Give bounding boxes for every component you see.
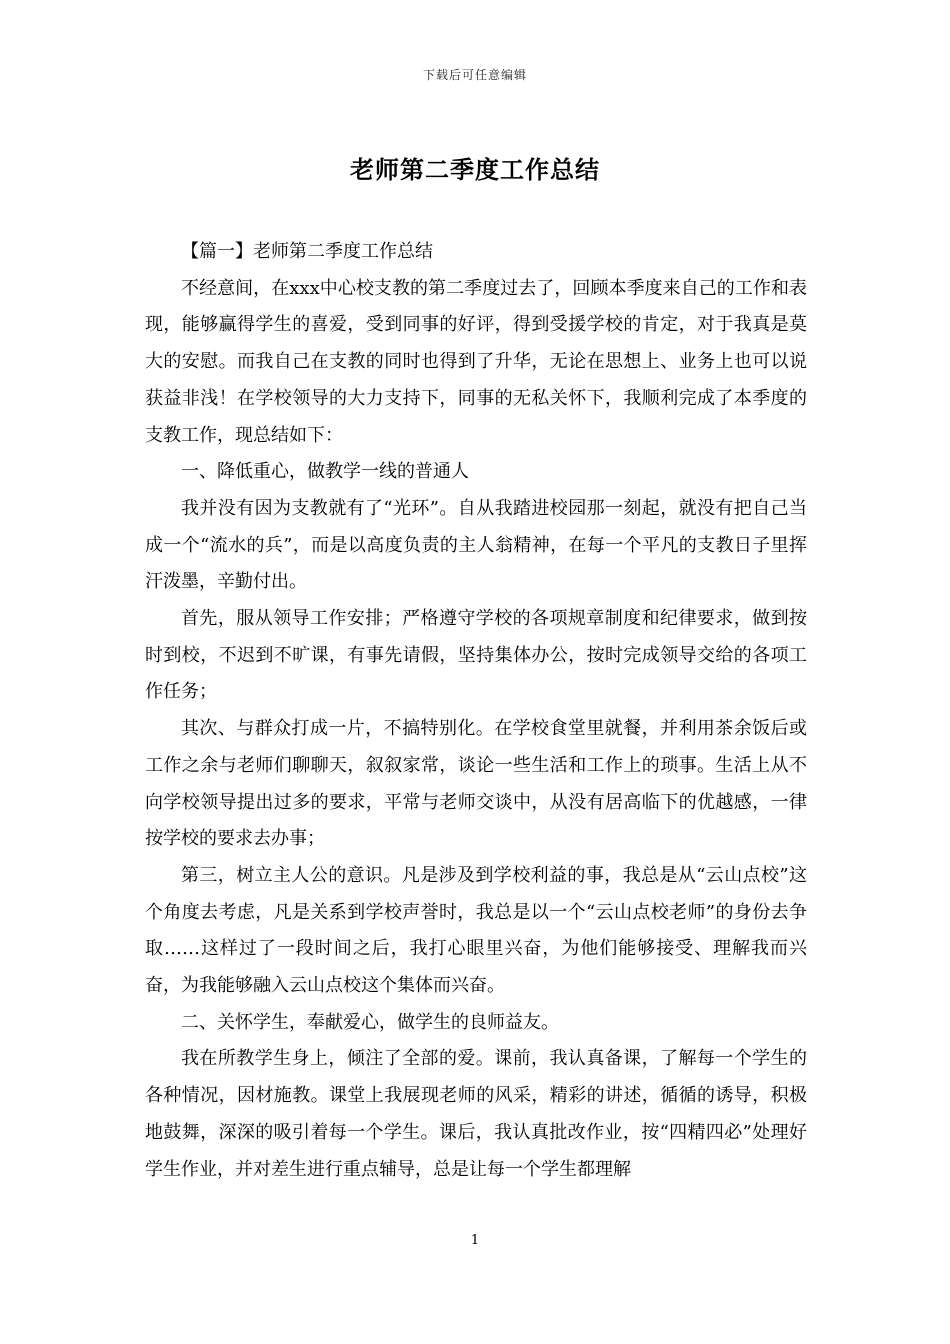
body-paragraph-intro: 不经意间，在xxx中心校支教的第二季度过去了，回顾本季度来自己的工作和表现，能够赢得学生的喜爱，受到同事的好评，得到受援学校的肯定，对于我真是莫大的安慰。而我自己在支教的同时也得到了升华，无论在思想上、业务上也可以说获益非浅！在学校领导的大力支持下，同事的无私关怀下，我顺利完成了本季度的支教工作，现总结如下：: [145, 277, 807, 446]
section-heading-part-one: 【篇一】老师第二季度工作总结: [181, 241, 433, 262]
section-heading-two: 二、关怀学生，奉献爱心，做学生的良师益友。: [181, 1011, 559, 1033]
body-paragraph: 我并没有因为支教就有了“光环”。自从我踏进校园那一刻起，就没有把自己当成一个“流水的兵”，而是以高度负责的主人翁精神，在每一个平凡的支教日子里挥汗泼墨，辛勤付出。: [145, 497, 807, 593]
body-paragraph: 其次、与群众打成一片，不搞特别化。在学校食堂里就餐，并利用茶余饭后或工作之余与老师们聊聊天，叙叙家常，谈论一些生活和工作上的琐事。生活上从不向学校领导提出过多的要求，平常与老师交谈中，从没有居高临下的优越感，一律按学校的要求去办事；: [145, 718, 807, 850]
section-heading-one: 一、降低重心，做教学一线的普通人: [181, 461, 469, 483]
body-paragraph: 我在所教学生身上，倾注了全部的爱。课前，我认真备课，了解每一个学生的各种情况，因材施教。课堂上我展现老师的风采，精彩的讲述，循循的诱导，积极地鼓舞，深深的吸引着每一个学生。课后，我认真批改作业，按“四精四必”处理好学生作业，并对差生进行重点辅导，总是让每一个学生都理解: [145, 1048, 807, 1180]
body-paragraph: 首先，服从领导工作安排；严格遵守学校的各项规章制度和纪律要求，做到按时到校，不迟到不旷课，有事先请假，坚持集体办公，按时完成领导交给的各项工作任务；: [145, 608, 807, 703]
document-title: 老师第二季度工作总结: [350, 155, 600, 184]
page-number: 1: [470, 1233, 480, 1248]
page-header-note: 下载后可任意编辑: [422, 68, 527, 82]
document-body: [145, 234, 807, 1188]
body-paragraph: 第三，树立主人公的意识。凡是涉及到学校利益的事，我总是从“云山点校”这个角度去考虑，凡是关系到学校声誉时，我总是以一个“云山点校老师”的身份去争取……这样过了一段时间之后，我打心眼里兴奋，为他们能够接受、理解我而兴奋，为我能够融入云山点校这个集体而兴奋。: [145, 864, 807, 997]
